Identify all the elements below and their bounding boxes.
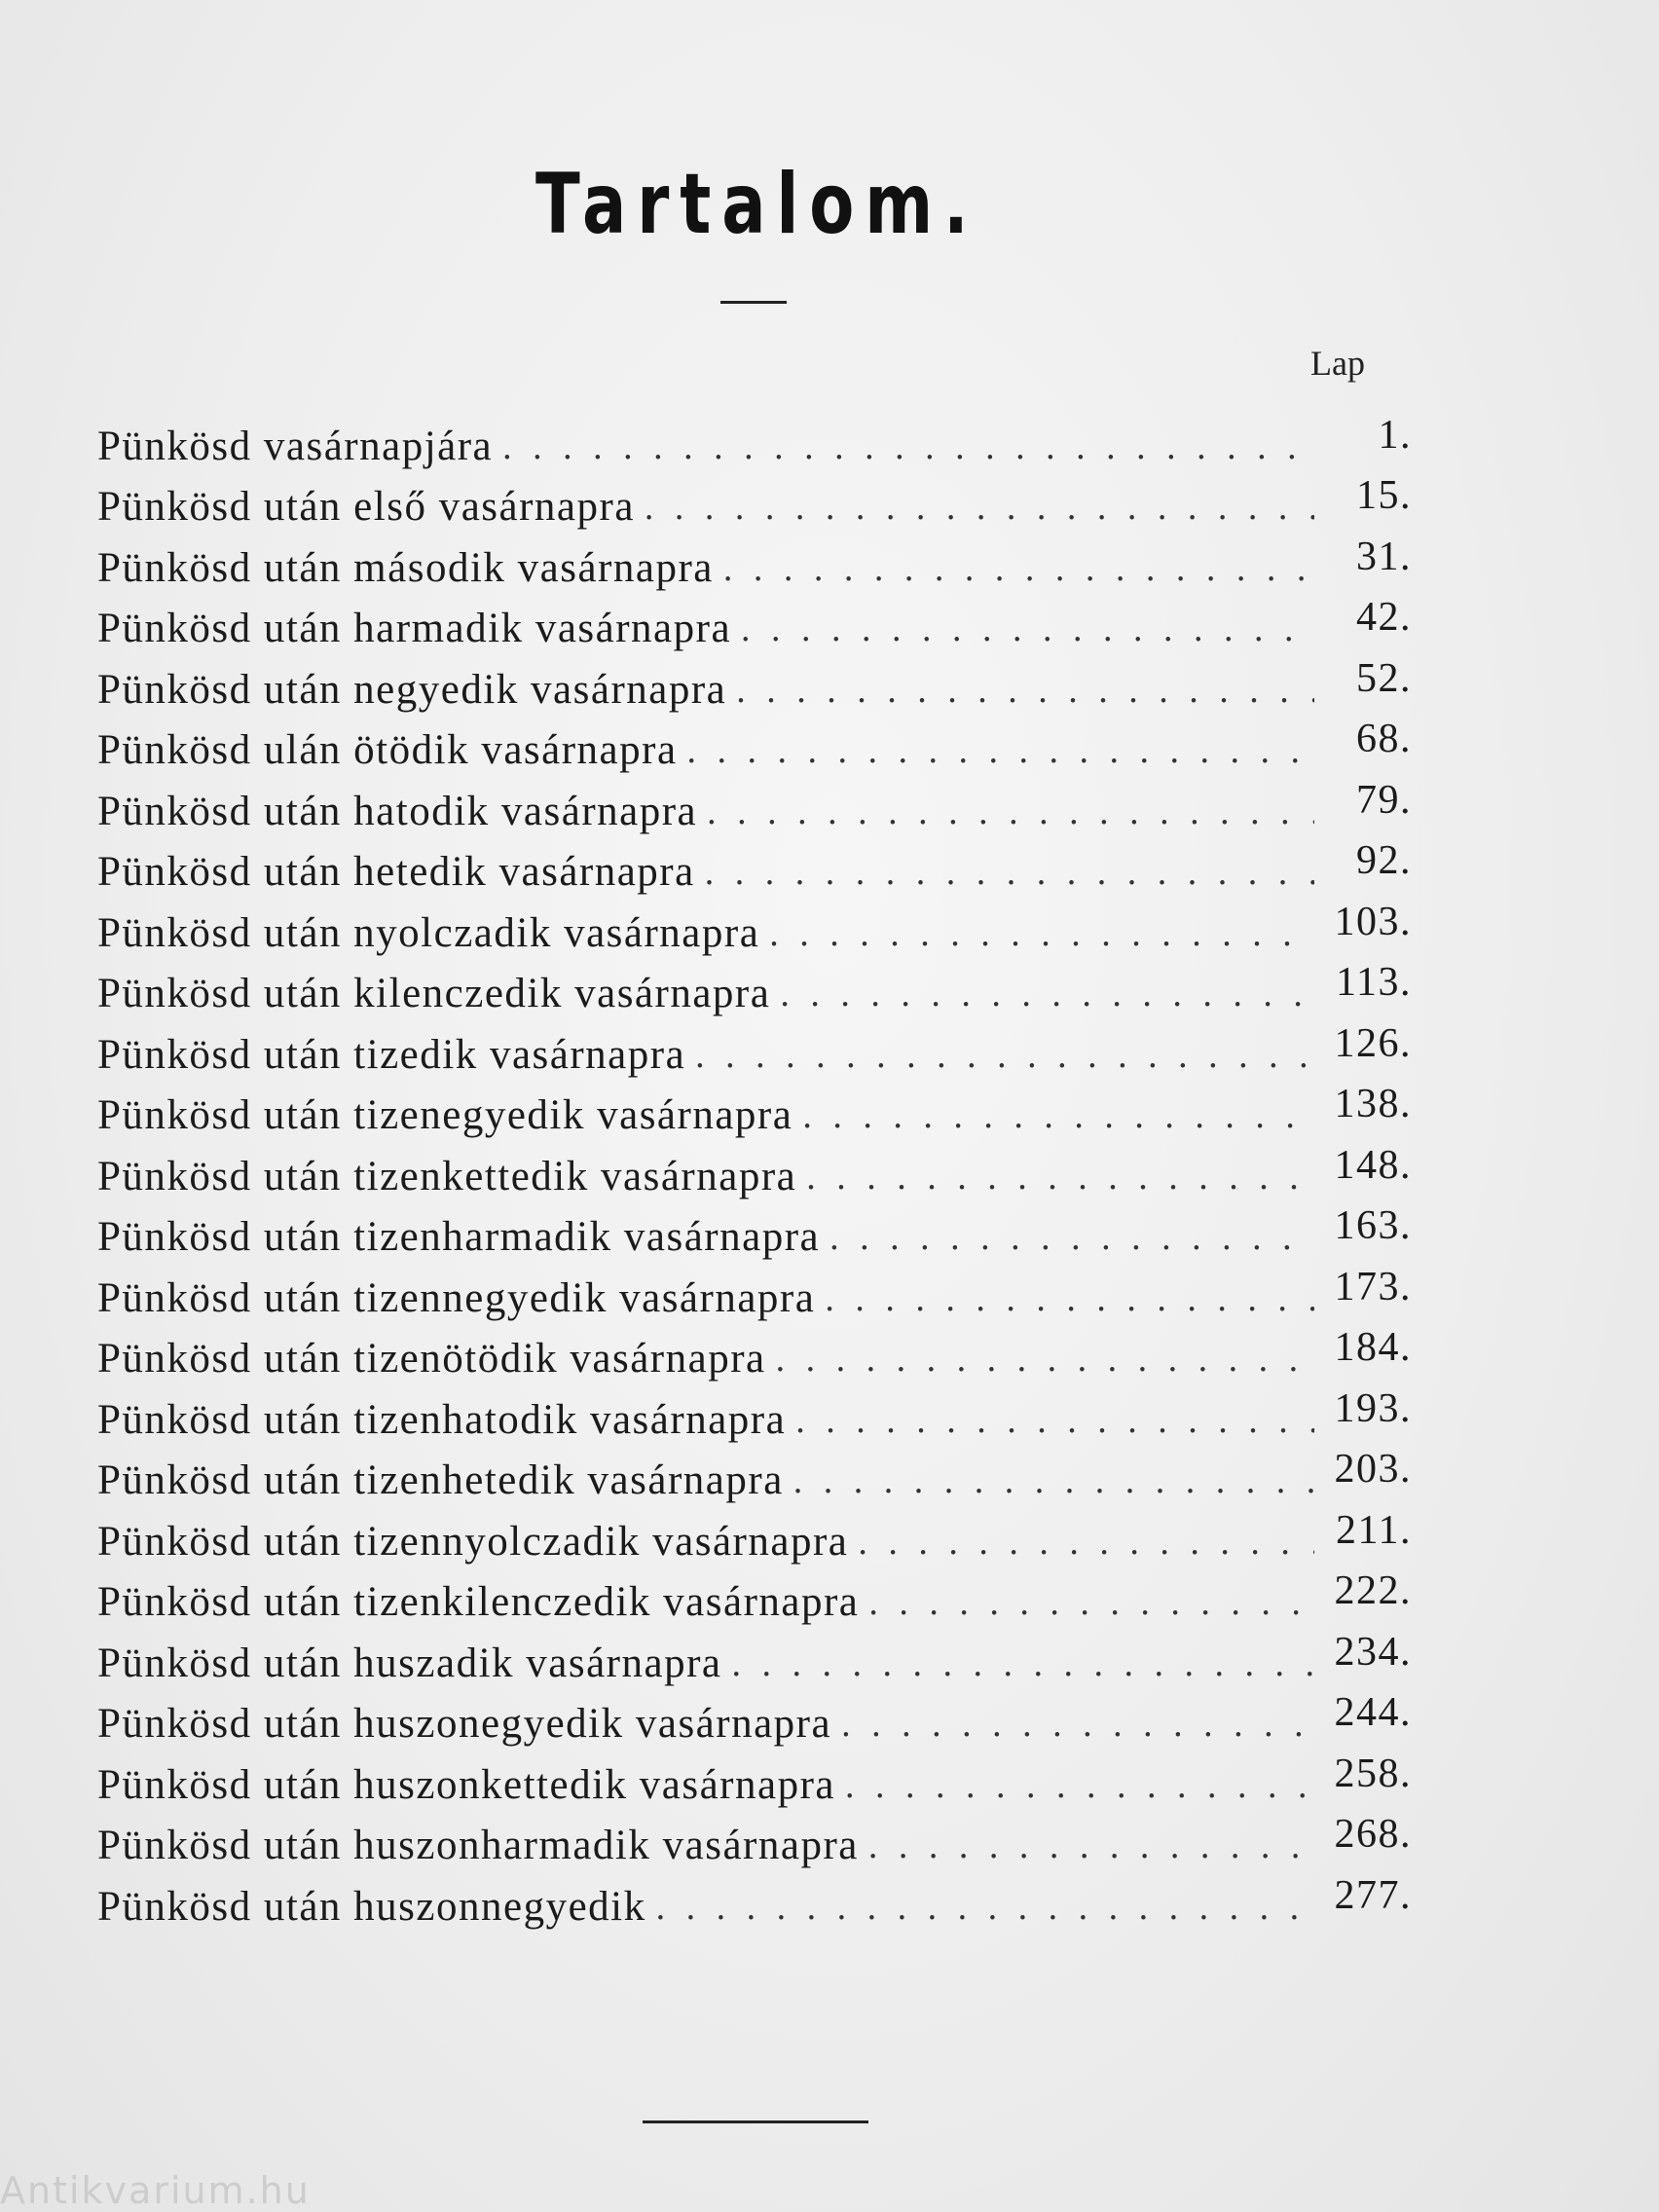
toc-entry-page-number: 113.: [1336, 960, 1412, 1005]
dot-leader: [741, 608, 1314, 650]
dot-leader: [845, 1764, 1314, 1807]
dot-leader: [868, 1581, 1314, 1624]
toc-entry-title: Pünkösd után kilenczedik vasárnapra: [97, 971, 771, 1016]
toc-entry-title: Pünkösd után tizenhetedik vasárnapra: [97, 1457, 784, 1503]
toc-entry-page-number: 211.: [1336, 1507, 1412, 1553]
dot-leader: [825, 1277, 1314, 1320]
toc-entry-page-number: 92.: [1356, 838, 1412, 883]
toc-entry: [97, 1566, 1412, 1627]
dot-leader: [707, 791, 1314, 833]
toc-entry-title: Pünkösd után huszonharmadik vasárnapra: [97, 1823, 859, 1868]
toc-entry: [97, 835, 1412, 897]
toc-entry: [97, 1869, 1412, 1931]
toc-entry-title: Pünkösd után tizennyolczadik vasárnapra: [97, 1518, 849, 1565]
toc-entry-page-number: 126.: [1334, 1020, 1412, 1066]
dot-leader: [732, 1642, 1315, 1685]
toc-entry-page-number: 103.: [1334, 899, 1412, 944]
toc-entry: [97, 1322, 1412, 1383]
table-of-contents: [97, 409, 1412, 1931]
toc-entry: [97, 1444, 1412, 1505]
toc-entry-title: Pünkösd után tizenkilenczedik vasárnapra: [97, 1579, 860, 1625]
toc-entry-page-number: 138.: [1334, 1082, 1412, 1126]
toc-entry-title: Pünkösd után tizenkettedik vasárnapra: [97, 1153, 797, 1199]
dot-leader: [868, 1825, 1314, 1867]
toc-entry-page-number: 15.: [1356, 473, 1412, 518]
toc-entry: [97, 1139, 1412, 1200]
dot-leader: [806, 1156, 1314, 1198]
dot-leader: [687, 729, 1314, 772]
toc-entry-page-number: 244.: [1334, 1690, 1412, 1735]
dot-leader: [723, 547, 1314, 590]
dot-leader: [705, 851, 1314, 894]
toc-entry-title: Pünkösd után nyolczadik vasárnapra: [97, 909, 760, 956]
toc-entry-page-number: 193.: [1334, 1385, 1412, 1431]
toc-entry-title: Pünkösd után tizenharmadik vasárnapra: [97, 1214, 821, 1260]
toc-entry-page-number: 1.: [1378, 412, 1412, 458]
toc-entry-page-number: 234.: [1334, 1629, 1412, 1675]
toc-entry: [97, 1809, 1412, 1870]
bottom-rule: [643, 2120, 868, 2123]
toc-entry: [97, 1626, 1412, 1687]
toc-entry-title: Pünkösd után hatodik vasárnapra: [97, 788, 698, 834]
dot-leader: [830, 1216, 1314, 1259]
toc-entry-page-number: 184.: [1334, 1325, 1412, 1370]
title-underline: [720, 301, 787, 304]
toc-entry: [97, 957, 1412, 1018]
toc-entry-page-number: 277.: [1334, 1872, 1412, 1918]
toc-entry: [97, 592, 1412, 653]
toc-entry-title: Pünkösd után tizenhatodik vasárnapra: [97, 1396, 787, 1443]
dot-leader: [795, 1399, 1314, 1442]
toc-entry: [97, 1079, 1412, 1140]
dot-leader: [769, 912, 1314, 955]
toc-entry-page-number: 268.: [1334, 1812, 1412, 1857]
toc-entry-title: Pünkösd után első vasárnapra: [97, 484, 635, 530]
page-column-label: Lap: [1310, 344, 1365, 383]
toc-entry: [97, 652, 1412, 714]
toc-entry-title: Pünkösd után tizenegyedik vasárnapra: [97, 1092, 793, 1138]
toc-entry-title: Pünkösd ulán ötödik vasárnapra: [97, 727, 678, 773]
toc-entry-page-number: 258.: [1334, 1751, 1412, 1796]
dot-leader: [802, 1094, 1314, 1137]
toc-entry-title: Pünkösd után negyedik vasárnapra: [97, 666, 727, 713]
toc-entry-title: Pünkösd után tizedik vasárnapra: [97, 1031, 686, 1078]
toc-entry: [97, 409, 1412, 470]
toc-entry: [97, 470, 1412, 532]
toc-entry-title: Pünkösd után huszonkettedik vasárnapra: [97, 1761, 835, 1808]
toc-entry-page-number: 163.: [1334, 1203, 1412, 1248]
toc-entry-page-number: 173.: [1334, 1264, 1412, 1309]
dot-leader: [858, 1521, 1314, 1564]
toc-entry: [97, 896, 1412, 957]
toc-entry: [97, 531, 1412, 592]
toc-entry-title: Pünkösd vasárnapjára: [97, 423, 494, 469]
toc-entry-title: Pünkösd után huszonnegyedik: [97, 1883, 646, 1930]
dot-leader: [695, 1034, 1314, 1077]
toc-entry: [97, 714, 1412, 775]
toc-entry-title: Pünkösd után tizenötödik vasárnapra: [97, 1336, 766, 1382]
toc-entry: [97, 1382, 1412, 1444]
toc-entry-page-number: 79.: [1356, 777, 1412, 823]
toc-entry-title: Pünkösd után huszonegyedik vasárnapra: [97, 1701, 832, 1747]
toc-entry: [97, 1748, 1412, 1809]
toc-entry: [97, 774, 1412, 835]
page-title: Tartalom.: [535, 156, 979, 253]
toc-entry-page-number: 68.: [1356, 717, 1412, 761]
toc-entry-page-number: 42.: [1356, 595, 1412, 640]
dot-leader: [736, 669, 1314, 712]
toc-entry-page-number: 222.: [1334, 1568, 1412, 1613]
dot-leader: [793, 1459, 1314, 1502]
toc-entry-page-number: 52.: [1356, 655, 1412, 701]
toc-entry-title: Pünkösd után tizennegyedik vasárnapra: [97, 1274, 816, 1321]
dot-leader: [645, 486, 1314, 529]
toc-entry: [97, 1261, 1412, 1322]
toc-entry: [97, 1504, 1412, 1566]
toc-entry: [97, 1200, 1412, 1262]
toc-entry-page-number: 31.: [1356, 534, 1412, 579]
dot-leader: [780, 973, 1314, 1015]
toc-entry-title: Pünkösd után huszadik vasárnapra: [97, 1640, 722, 1686]
toc-entry: [97, 1687, 1412, 1749]
toc-entry-page-number: 203.: [1334, 1447, 1412, 1492]
toc-entry-page-number: 148.: [1334, 1142, 1412, 1188]
toc-entry-title: Pünkösd után hetedik vasárnapra: [97, 849, 695, 895]
watermark: Antikvarium.hu: [0, 2169, 311, 2212]
toc-entry: [97, 1017, 1412, 1079]
toc-entry-title: Pünkösd után harmadik vasárnapra: [97, 606, 732, 651]
dot-leader: [776, 1338, 1314, 1381]
dot-leader: [841, 1703, 1314, 1746]
toc-entry-title: Pünkösd után második vasárnapra: [97, 544, 714, 591]
dot-leader: [502, 425, 1314, 468]
dot-leader: [656, 1886, 1314, 1929]
